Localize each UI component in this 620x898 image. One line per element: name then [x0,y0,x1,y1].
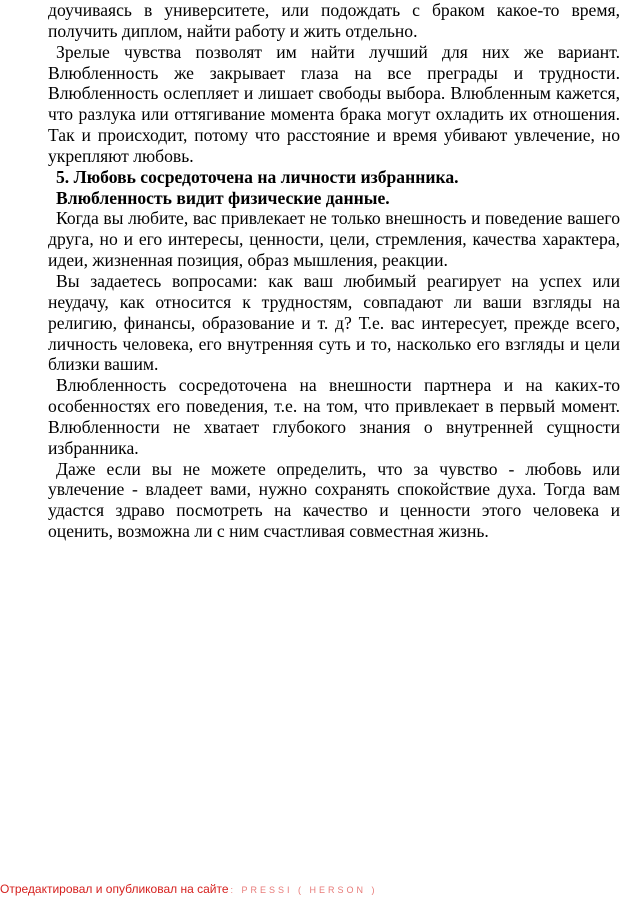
footer-text: Отредактировал и опубликовал на сайте [0,882,229,896]
publisher-footer [0,881,378,897]
paragraph-when-you-love: Когда вы любите, вас привлекает не только внешность и поведение вашего друга, но и его интересы, ценности, цели, стремления, качества характера, идеи, жизненная позиция, образ мышления, реакции. [48,208,620,271]
paragraph-questions: Вы задаетесь вопросами: как ваш любимый реагирует на успех или неудачу, как относится к трудностям, совпадают ли ваши взгляды на религию, финансы, образование и т. д? Т.е. вас интересует, прежде всего, личность человека, его внутренняя суть и то, насколько его взгляды и цели близки вашим. [48,270,620,375]
paragraph-infatuation-focus: Влюбленность сосредоточена на внешности партнера и на каких-то особенностях его поведения, т.е. на том, что привлекает в первый момент. Влюбленности не хватает глубокого знания о внутренней сущности избранника. [48,375,620,458]
document-page [48,0,620,542]
paragraph-even-if: Даже если вы не можете определить, что за чувство - любовь или увлечение - владеет вами, нужно сохранять спокойствие духа. Тогда вам удастся здраво посмотреть на качество и ценности этого человека и оценить, возможна ли с ним счастливая совместная жизнь. [48,458,620,542]
section-subheading: Влюбленность видит физические данные. [56,187,390,208]
footer-brand-link[interactable]: : PRESSI ( HERSON ) [230,885,378,895]
paragraph-mature-feelings: Зрелые чувства позволят им найти лучший для них же вариант. Влюбленность же закрывает глаза на все преграды и трудности. Влюбленность ослепляет и лишает свободы выбора. Влюбленным кажется, что разлука или оттягивание момента брака могут охладить их отношения. Так и происходит, потому что расстояние и время убивают увлечение, но укрепляют любовь. [48,41,620,166]
section-heading: 5. Любовь сосредоточена на личности избранника. [56,166,459,187]
paragraph-continuation: доучиваясь в университете, или подождать с браком какое-то время, получить диплом, найти работу и жить отдельно. [48,0,620,41]
